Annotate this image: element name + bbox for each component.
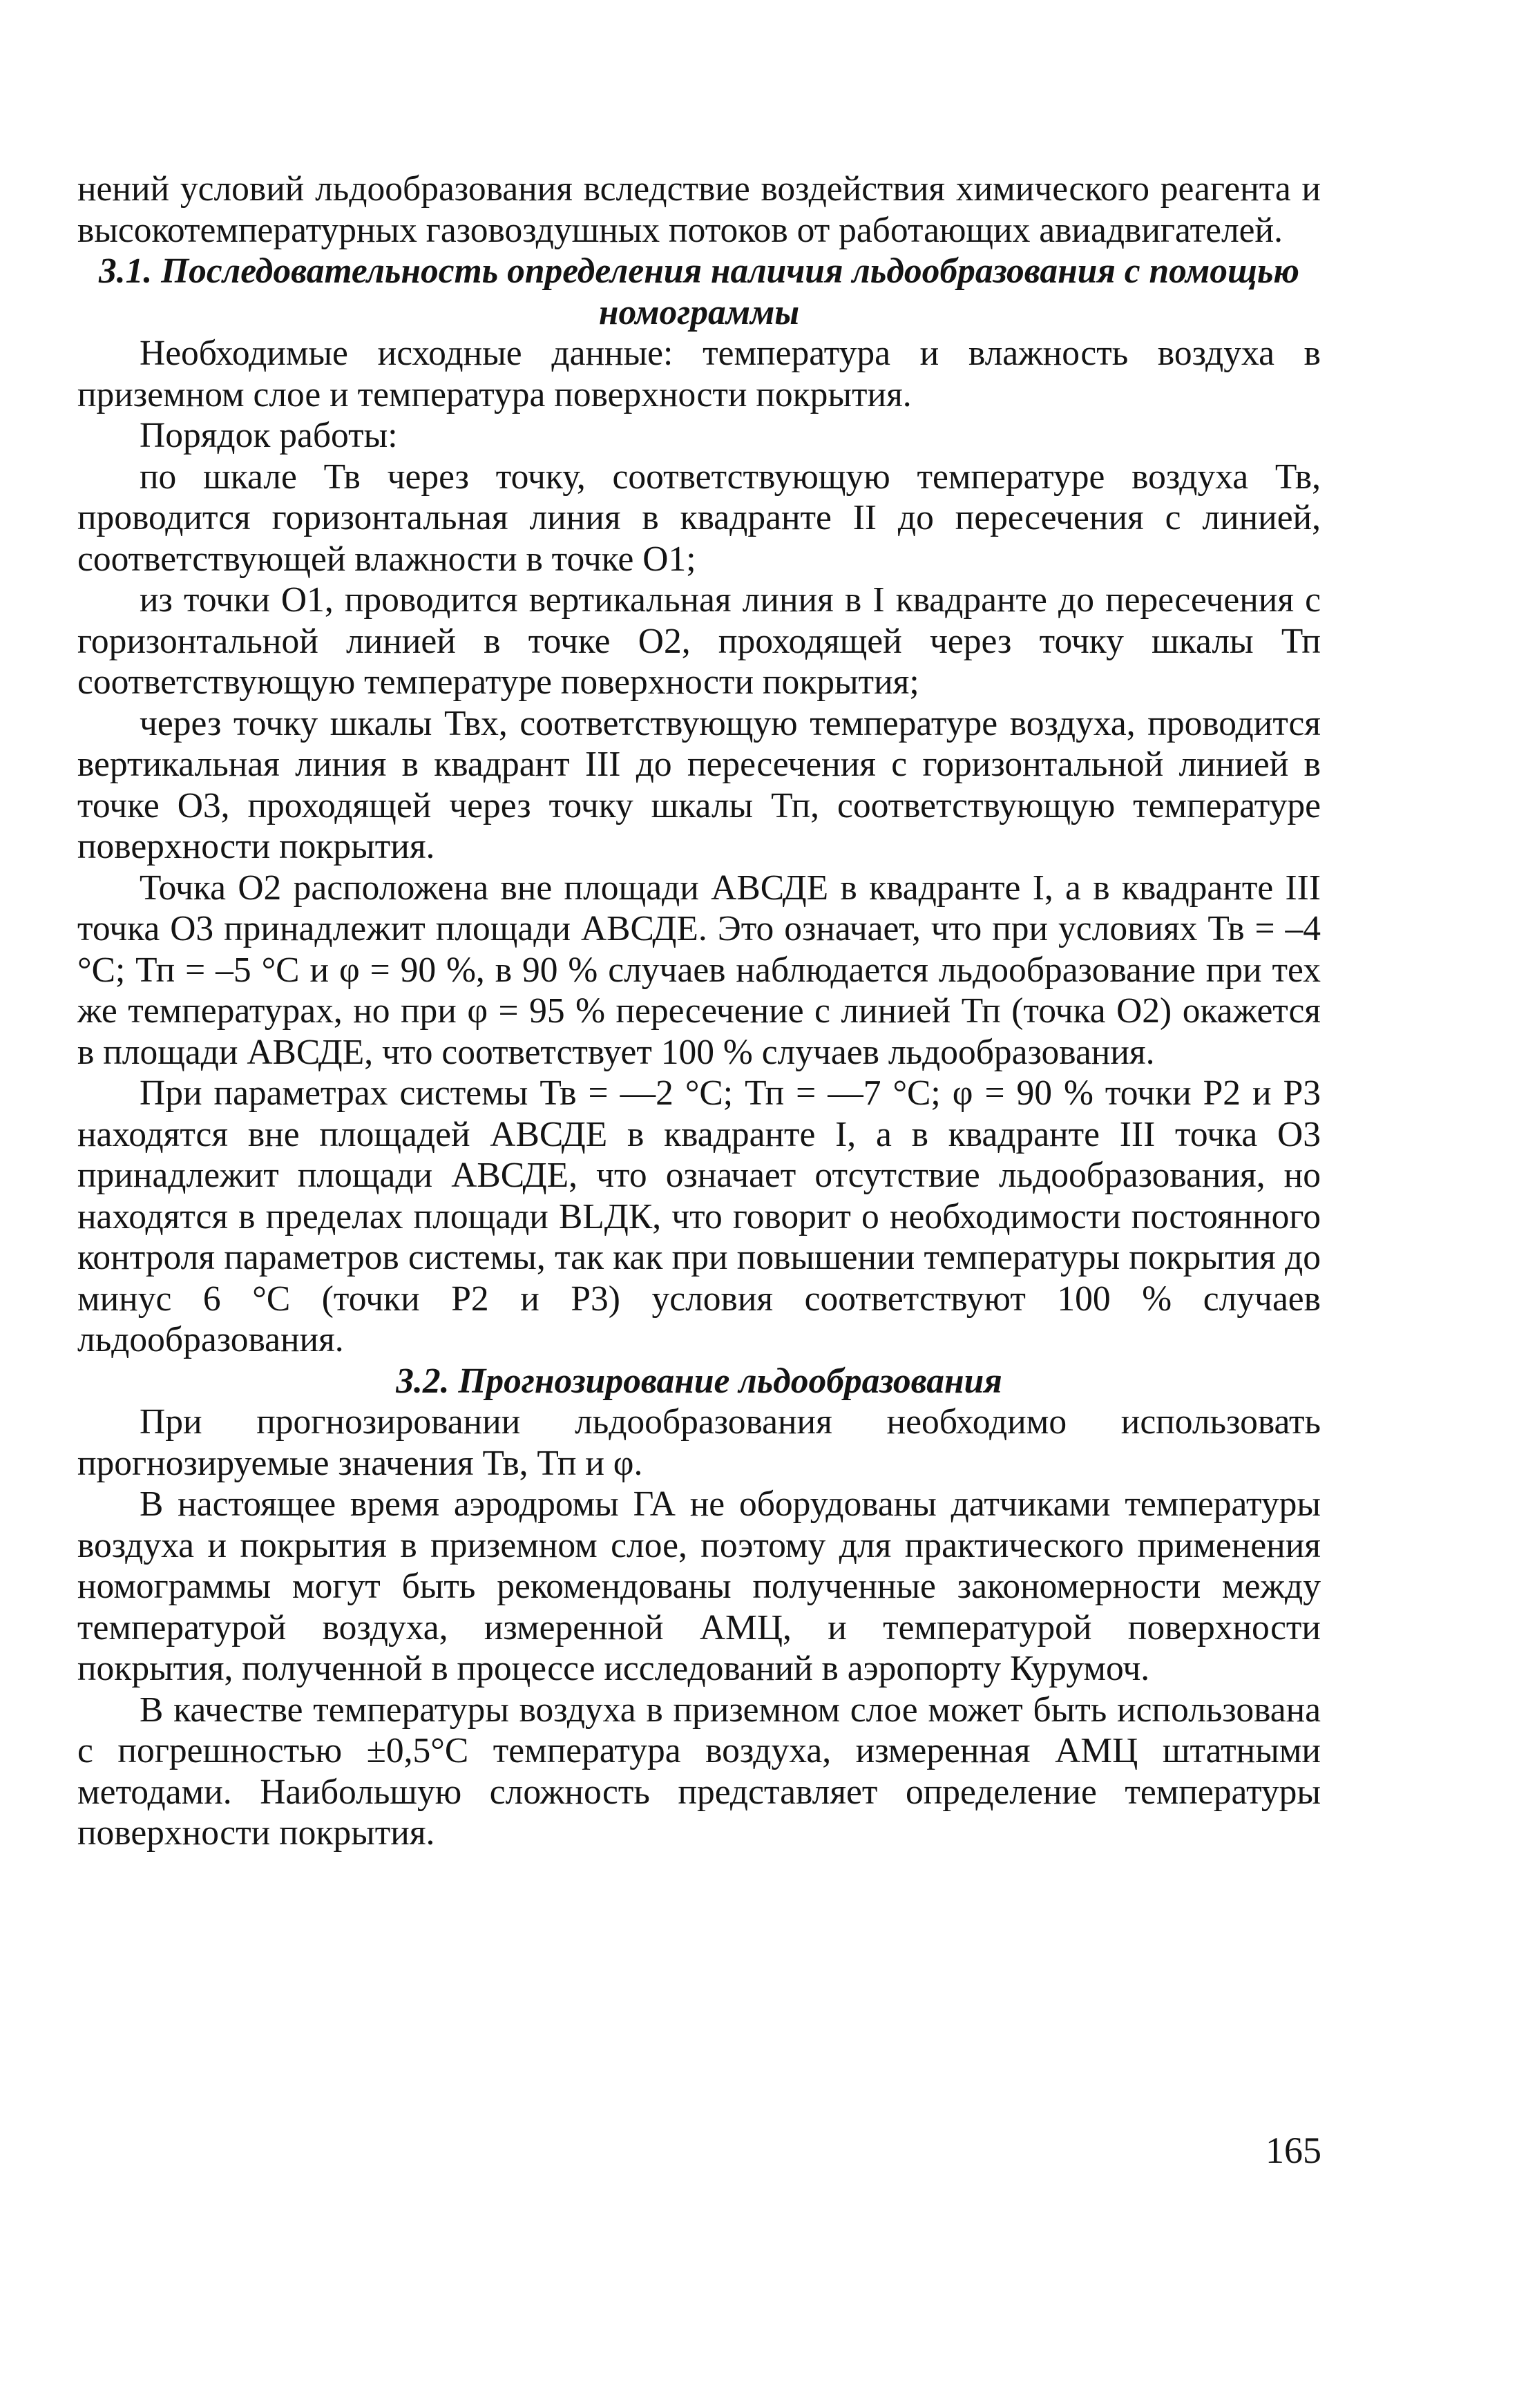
page-number: 165 [1266, 2130, 1321, 2171]
paragraph-step-2: из точки O1, проводится вертикальная линия в I квадранте до пересечения с горизонтальной линией в точке O2, проходящей через точку шкалы Тп соответствующую температуре поверхности покрытия; [77, 580, 1321, 702]
section-number: 3.1. [99, 251, 153, 291]
section-heading-3-2: 3.2. Прогнозирование льдообразования [396, 1361, 1002, 1401]
paragraph-step-3: через точку шкалы Твх, соответствующую температуре воздуха, проводится вертикальная линия в квадрант III до пересечения с горизонтальной линией в точке O3, проходящей через точку шкалы Тп, соответствующую температуре поверхности покрытия. [77, 703, 1321, 866]
paragraph-air-temperature: В качестве температуры воздуха в приземном слое может быть использована с погрешностью ±0,5°С температура воздуха, измеренная АМЦ штатными методами. Наибольшую сложность представляет определение температуры поверхности покрытия. [77, 1690, 1321, 1853]
continuation-paragraph: нений условий льдообразования вследствие воздействия химического реагента и высокотемпературных газовоздушных потоков от работающих авиадвигателей. [77, 169, 1321, 250]
section-title: Последовательность определения наличия льдообразования с помощью номограммы [161, 251, 1299, 332]
paragraph-required-data: Необходимые исходные данные: температура и влажность воздуха в приземном слое и температура поверхности покрытия. [77, 334, 1321, 414]
paragraph-system-params: При параметрах системы Тв = —2 °С; Тп = —7 °С; φ = 90 % точки P2 и P3 находятся вне площадей АВСДЕ в квадранте I, а в квадранте III точка O3 принадлежит площади АВСДЕ, что означает отсутствие льдообразования, но находятся в пределах площади BLДК, что говорит о необходимости постоянного контроля параметров системы, так как при повышении температуры покрытия до минус 6 °С (точки P2 и P3) условия соответствуют 100 % случаев льдообразования. [77, 1073, 1321, 1359]
paragraph-airports: В настоящее время аэродромы ГА не оборудованы датчиками температуры воздуха и покрытия в приземном слое, поэтому для практического применения номограммы могут быть рекомендованы полученные закономерности между температурой воздуха, измеренной АМЦ, и температурой поверхности покрытия, полученной в процессе исследований в аэропорту Курумоч. [77, 1484, 1321, 1688]
section-heading-3-1 [77, 251, 1321, 333]
paragraph-step-1: по шкале Тв через точку, соответствующую температуре воздуха Тв, проводится горизонтальная линия в квадранте II до пересечения с линией, соответствующей влажности в точке O1; [77, 457, 1321, 579]
paragraph-procedure-label: Порядок работы: [140, 416, 398, 455]
paragraph-forecast: При прогнозировании льдообразования необходимо использовать прогнозируемые значения Тв, Тп и φ. [77, 1402, 1321, 1483]
page-body [77, 169, 1321, 1854]
paragraph-point-o2: Точка O2 расположена вне площади АВСДЕ в квадранте I, а в квадранте III точка O3 принадлежит площади АВСДЕ. Это означает, что при условиях Тв = –4 °С; Тп = –5 °С и φ = 90 %, в 90 % случаев наблюдается льдообразование при тех же температурах, но при φ = 95 % пересечение с линией Тп (точка O2) окажется в площади АВСДЕ, что соответствует 100 % случаев льдообразования. [77, 868, 1321, 1072]
